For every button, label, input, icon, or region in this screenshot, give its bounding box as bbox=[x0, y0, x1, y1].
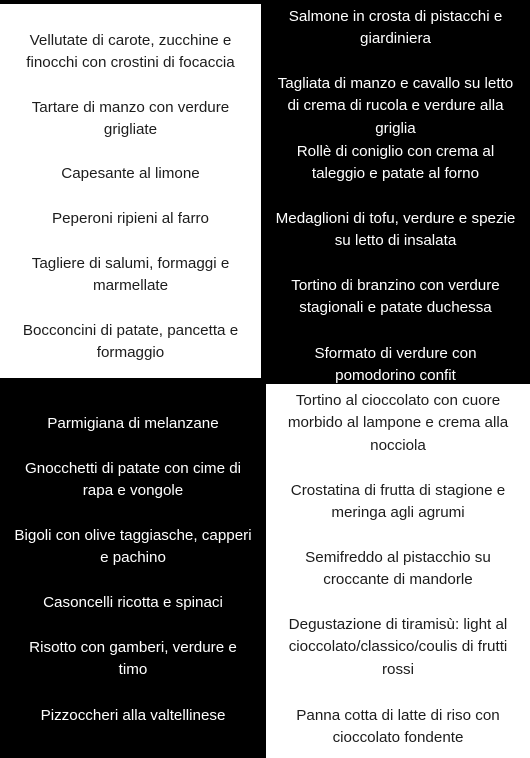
dish-name: Tortino di branzino con verdure stagionali e patate duchessa bbox=[291, 277, 500, 317]
dish-name: Medaglioni di tofu, verdure e spezie su letto di insalata bbox=[275, 210, 516, 250]
dish-name: Capesante al limone bbox=[61, 165, 200, 182]
dish-name: Rollè di coniglio con crema al taleggio e patate al forno bbox=[296, 143, 495, 183]
menu-item bbox=[0, 637, 266, 682]
menu-item bbox=[0, 208, 261, 230]
dish-name: Tagliere di salumi, formaggi e marmellate bbox=[31, 255, 230, 295]
menu-item bbox=[261, 73, 530, 140]
dish-name: Salmone in crosta di pistacchi e giardiniera bbox=[288, 8, 503, 48]
menu-item bbox=[0, 705, 266, 727]
dish-name: Tagliata di manzo e cavallo su letto di crema di rucola e verdure alla griglia bbox=[277, 75, 514, 137]
dish-name: Tortino al cioccolato con cuore morbido al lampone e crema alla nocciola bbox=[287, 392, 509, 454]
dish-name: Peperoni ripieni al farro bbox=[51, 210, 210, 227]
dish-name: Parmigiana di melanzane bbox=[47, 415, 219, 432]
menu-item bbox=[261, 141, 530, 186]
menu-item bbox=[266, 614, 530, 681]
dish-name: Crostatina di frutta di stagione e meringa agli agrumi bbox=[290, 482, 506, 522]
menu-item bbox=[261, 6, 530, 51]
dish-name: Vellutate di carote, zucchine e finocchi con crostini di focaccia bbox=[26, 32, 235, 72]
dish-name: Risotto con gamberi, verdure e timo bbox=[29, 639, 237, 679]
menu-section-top-left bbox=[0, 4, 261, 378]
menu-item bbox=[0, 30, 261, 75]
dish-name: Degustazione di tiramisù: light al cioccolato/classico/coulis di frutti rossi bbox=[288, 616, 508, 678]
menu-item bbox=[0, 592, 266, 614]
menu-item bbox=[266, 390, 530, 457]
menu-item bbox=[266, 480, 530, 525]
menu-item bbox=[0, 320, 261, 365]
dish-name: Gnocchetti di patate con cime di rapa e vongole bbox=[24, 460, 242, 500]
menu-item bbox=[0, 413, 266, 435]
dish-name: Sformato di verdure con pomodorino confit bbox=[314, 345, 477, 385]
dish-name: Bocconcini di patate, pancetta e formaggio bbox=[22, 322, 239, 362]
dish-name: Pizzoccheri alla valtellinese bbox=[40, 707, 226, 724]
menu-item bbox=[0, 525, 266, 570]
menu-item bbox=[261, 275, 530, 320]
dish-name: Tartare di manzo con verdure grigliate bbox=[31, 99, 230, 139]
menu-section-top-right bbox=[261, 0, 530, 384]
menu-item bbox=[266, 705, 530, 750]
dish-name: Semifreddo al pistacchio su croccante di mandorle bbox=[305, 549, 491, 589]
menu-item bbox=[0, 458, 266, 503]
menu-section-bottom-right bbox=[266, 384, 530, 758]
dish-name: Bigoli con olive taggiasche, capperi e pachino bbox=[14, 527, 252, 567]
menu-item bbox=[261, 343, 530, 388]
dish-name: Casoncelli ricotta e spinaci bbox=[43, 594, 223, 611]
dish-name: Panna cotta di latte di riso con cioccolato fondente bbox=[296, 707, 500, 747]
menu-item bbox=[266, 547, 530, 592]
menu-item bbox=[0, 253, 261, 298]
menu-item bbox=[0, 97, 261, 142]
menu-item bbox=[0, 163, 261, 185]
menu-section-bottom-left bbox=[0, 378, 266, 758]
menu-item bbox=[261, 208, 530, 253]
